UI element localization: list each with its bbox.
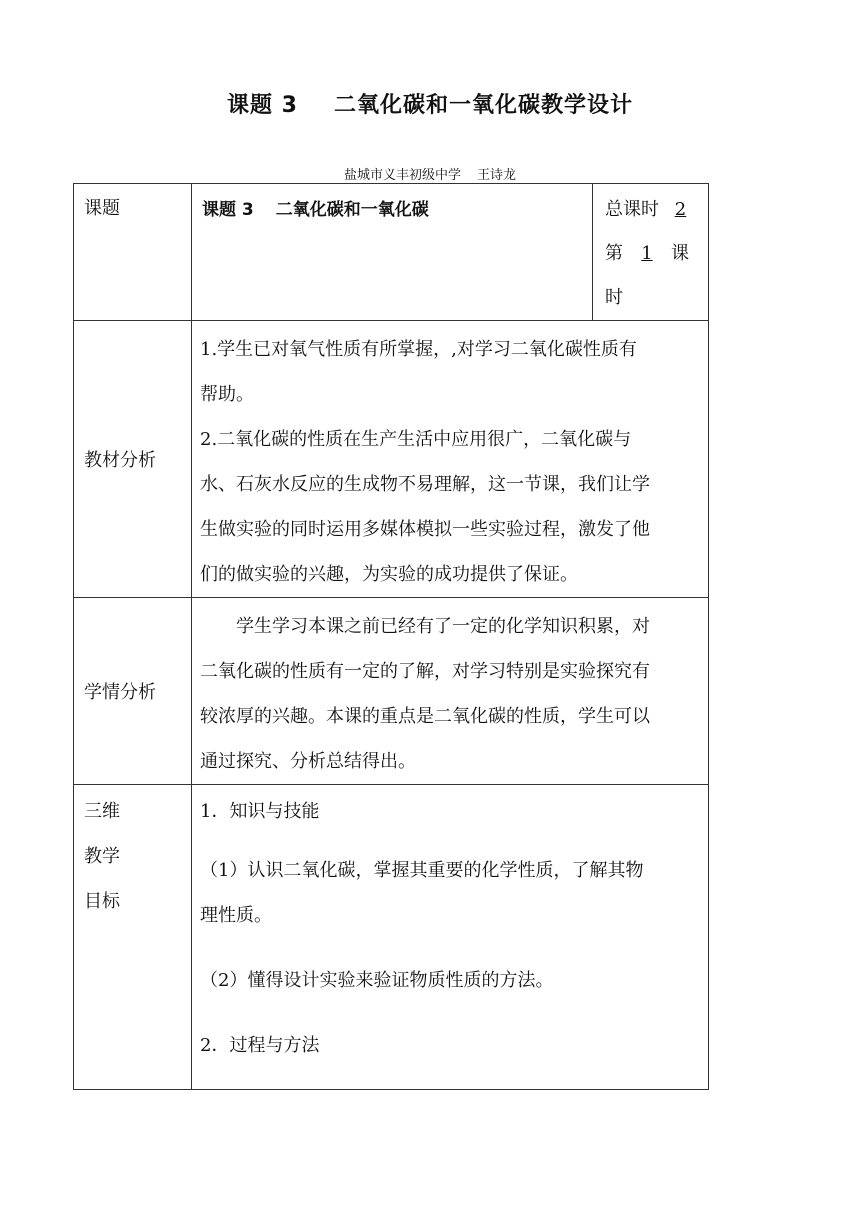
material-line: 帮助。: [200, 384, 254, 405]
goals-heading-knowledge: 1．知识与技能: [200, 801, 320, 822]
lesson-suffix-2: 时: [605, 287, 623, 308]
title-topic-name: 二氧化碳和一氧化碳教学设计: [333, 93, 633, 118]
goals-heading-process: 2．过程与方法: [200, 1035, 320, 1056]
material-line: 2.二氧化碳的性质在生产生活中应用很广，二氧化碳与: [200, 429, 632, 450]
material-line: 水、石灰水反应的生成物不易理解，这一节课，我们让学: [200, 474, 650, 495]
student-line: 二氧化碳的性质有一定的了解，对学习特别是实验探究有: [200, 661, 650, 682]
material-line: 们的做实验的兴趣，为实验的成功提供了保证。: [200, 564, 578, 585]
hours-cell: [593, 184, 709, 321]
goals-label-line: 目标: [84, 891, 120, 912]
student-line: 通过探究、分析总结得出。: [200, 751, 416, 772]
student-analysis-cell: [192, 598, 709, 785]
author-line: [0, 164, 860, 183]
goal-item-1-line: 理性质。: [200, 905, 272, 926]
lesson-plan-table: [73, 183, 709, 1090]
table-row-material: [74, 321, 709, 598]
goal-item-1-line: （1）认识二氧化碳，掌握其重要的化学性质，了解其物: [200, 860, 644, 881]
goals-label-line: 三维: [84, 801, 120, 822]
goal-item-2: （2）懂得设计实验来验证物质性质的方法。: [200, 970, 554, 991]
table-row-topic: [74, 184, 709, 321]
row-label-material: 教材分析: [74, 321, 192, 598]
title-topic-no: 课题 3: [227, 93, 298, 118]
goals-cell: [192, 785, 709, 1090]
row-label-goals: [74, 785, 192, 1090]
table-row-goals: [74, 785, 709, 1090]
author-teacher: 王诗龙: [477, 168, 517, 183]
total-hours-label: 总课时: [605, 199, 659, 220]
goals-label-line: 教学: [84, 846, 120, 867]
row-label-topic: 课题: [74, 184, 192, 321]
lesson-suffix-1: 课: [671, 243, 689, 264]
lesson-prefix: 第: [605, 243, 623, 264]
student-line: 学生学习本课之前已经有了一定的化学知识积累，对: [236, 616, 650, 637]
material-line: 生做实验的同时运用多媒体模拟一些实验过程，激发了他: [200, 519, 650, 540]
author-school: 盐城市义丰初级中学: [343, 168, 461, 183]
row-label-students: 学情分析: [74, 598, 192, 785]
topic-cell: [192, 184, 593, 321]
lesson-number: 1: [641, 243, 653, 264]
total-hours-value: 2: [674, 199, 687, 220]
page-title: [0, 88, 860, 119]
student-line: 较浓厚的兴趣。本课的重点是二氧化碳的性质，学生可以: [200, 706, 650, 727]
material-analysis-cell: [192, 321, 709, 598]
table-row-students: [74, 598, 709, 785]
topic-no: 课题 3: [202, 200, 254, 220]
topic-name: 二氧化碳和一氧化碳: [275, 200, 429, 220]
material-line: 1.学生已对氧气性质有所掌握，,对学习二氧化碳性质有: [200, 339, 637, 360]
